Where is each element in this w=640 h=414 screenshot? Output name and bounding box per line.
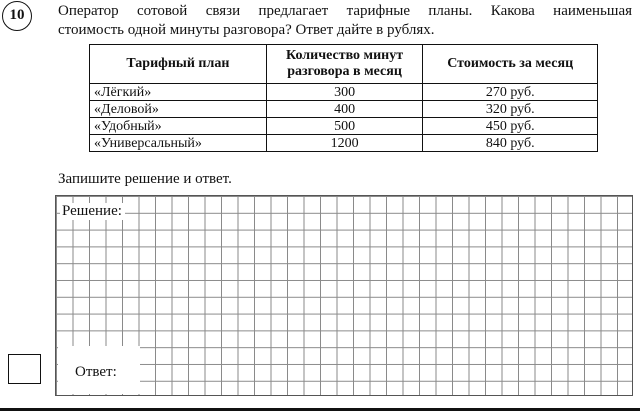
solution-label: Решение: <box>60 203 125 220</box>
table-row <box>90 135 598 152</box>
table-header-row <box>90 45 598 84</box>
instruction-text: Запишите решение и ответ. <box>58 171 232 187</box>
question-text-line1: Оператор сотовой связи предлагает тарифные планы. Какова наименьшая <box>58 3 632 19</box>
minutes-cell: 1200 <box>266 135 423 152</box>
minutes-cell: 500 <box>266 118 423 135</box>
answer-label: Ответ: <box>75 364 117 380</box>
column-header-cost: Стоимость за месяц <box>423 45 598 84</box>
minutes-cell: 400 <box>266 101 423 118</box>
table-row <box>90 84 598 101</box>
cost-cell: 840 руб. <box>423 135 598 152</box>
plan-name-cell: «Универсальный» <box>90 135 267 152</box>
answer-checkbox[interactable] <box>8 354 41 384</box>
cost-cell: 270 руб. <box>423 84 598 101</box>
column-header-plan: Тарифный план <box>90 45 267 84</box>
tariff-table <box>89 44 598 152</box>
minutes-cell: 300 <box>266 84 423 101</box>
cost-cell: 320 руб. <box>423 101 598 118</box>
cost-cell: 450 руб. <box>423 118 598 135</box>
bottom-divider <box>0 408 640 411</box>
plan-name-cell: «Деловой» <box>90 101 267 118</box>
question-text <box>58 2 632 40</box>
plan-name-cell: «Удобный» <box>90 118 267 135</box>
question-number-badge: 10 <box>2 1 32 31</box>
solution-grid[interactable] <box>55 195 633 396</box>
column-header-minutes: Количество минут разговора в месяц <box>266 45 423 84</box>
plan-name-cell: «Лёгкий» <box>90 84 267 101</box>
table-row <box>90 118 598 135</box>
question-text-line2: стоимость одной минуты разговора? Ответ дайте в рублях. <box>58 22 435 38</box>
table-row <box>90 101 598 118</box>
